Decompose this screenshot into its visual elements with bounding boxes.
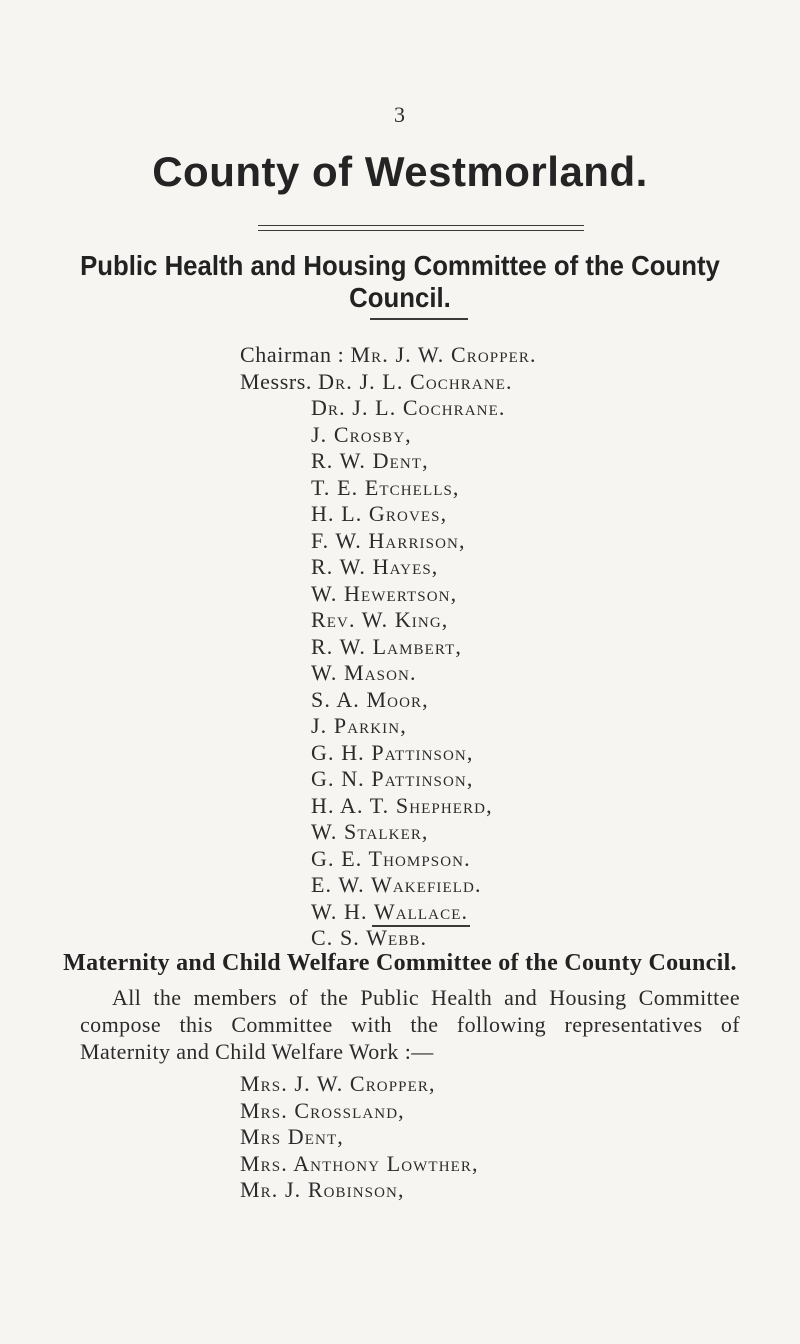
messrs-label: Messrs. (240, 368, 313, 394)
member-row (240, 395, 537, 422)
member-name: R. W. Lambert, (311, 633, 462, 659)
short-rule-divider (370, 318, 468, 320)
representative-name: Mrs. Crossland, (240, 1097, 405, 1123)
member-row (240, 607, 537, 634)
short-rule-divider (372, 925, 470, 927)
member-row (240, 581, 537, 608)
representative-name: Mrs Dent, (240, 1124, 344, 1149)
member-name: Dr. J. L. Cochrane. (311, 395, 506, 420)
member-name: G. E. Thompson. (311, 845, 471, 871)
member-name: J. Parkin, (311, 713, 407, 738)
member-name: S. A. Moor, (311, 686, 429, 712)
member-name: W. Stalker, (311, 819, 429, 844)
maternity-paragraph (80, 984, 740, 1065)
member-name: H. A. T. Shepherd, (311, 792, 493, 818)
member-row (240, 925, 537, 952)
representative-name: Mrs. J. W. Cropper, (240, 1071, 436, 1096)
member-name: E. W. Wakefield. (311, 872, 482, 897)
page-number: 3 (394, 102, 406, 127)
member-name: Rev. W. King, (311, 607, 449, 632)
member-row (240, 793, 537, 820)
member-row (240, 448, 537, 475)
chairman-label: Chairman : (240, 342, 345, 367)
representative-name: Mr. J. Robinson, (240, 1177, 405, 1202)
member-row (240, 819, 537, 846)
member-row (240, 899, 537, 926)
member-row (240, 660, 537, 687)
member-row (240, 713, 537, 740)
member-name: G. H. Pattinson, (311, 739, 474, 765)
member-row (240, 634, 537, 661)
chairman-row (240, 342, 537, 369)
representatives-list (240, 1071, 479, 1204)
member-row (240, 846, 537, 873)
representative-name: Mrs. Anthony Lowther, (240, 1150, 479, 1176)
member-name: R. W. Dent, (311, 448, 429, 473)
committee-heading: Public Health and Housing Committee of the County Council. (80, 250, 720, 313)
member-name: W. Hewertson, (311, 580, 458, 606)
chairman-name: Mr. J. W. Cropper. (350, 342, 537, 367)
member-row (240, 740, 537, 767)
page-title: County of Westmorland. (152, 148, 648, 195)
member-name: W. Mason. (311, 660, 417, 685)
member-name: G. N. Pattinson, (311, 766, 474, 791)
member-name: Dr. J. L. Cochrane. (318, 368, 513, 394)
maternity-heading: Maternity and Child Welfare Committee of the County Council. (63, 950, 737, 976)
member-name: W. H. Wallace. (311, 898, 469, 924)
messrs-row (240, 369, 537, 396)
committee-roster (240, 342, 537, 952)
member-row (240, 475, 537, 502)
member-row (240, 766, 537, 793)
member-name: F. W. Harrison, (311, 527, 466, 553)
paragraph-text: All the members of the Public Health and Housing Committee compose this Committee with the following representatives of Maternity and Child Welfare Work :— (80, 985, 740, 1064)
member-name: C. S. Webb. (311, 925, 428, 950)
member-row (240, 554, 537, 581)
member-row (240, 528, 537, 555)
member-row (240, 872, 537, 899)
member-name: T. E. Etchells, (311, 474, 460, 500)
member-row (240, 422, 537, 449)
member-name: R. W. Hayes, (311, 554, 439, 579)
double-rule-divider (258, 225, 584, 231)
member-name: H. L. Groves, (311, 501, 448, 526)
member-name: J. Crosby, (311, 421, 412, 447)
member-row (240, 501, 537, 528)
member-row (240, 687, 537, 714)
